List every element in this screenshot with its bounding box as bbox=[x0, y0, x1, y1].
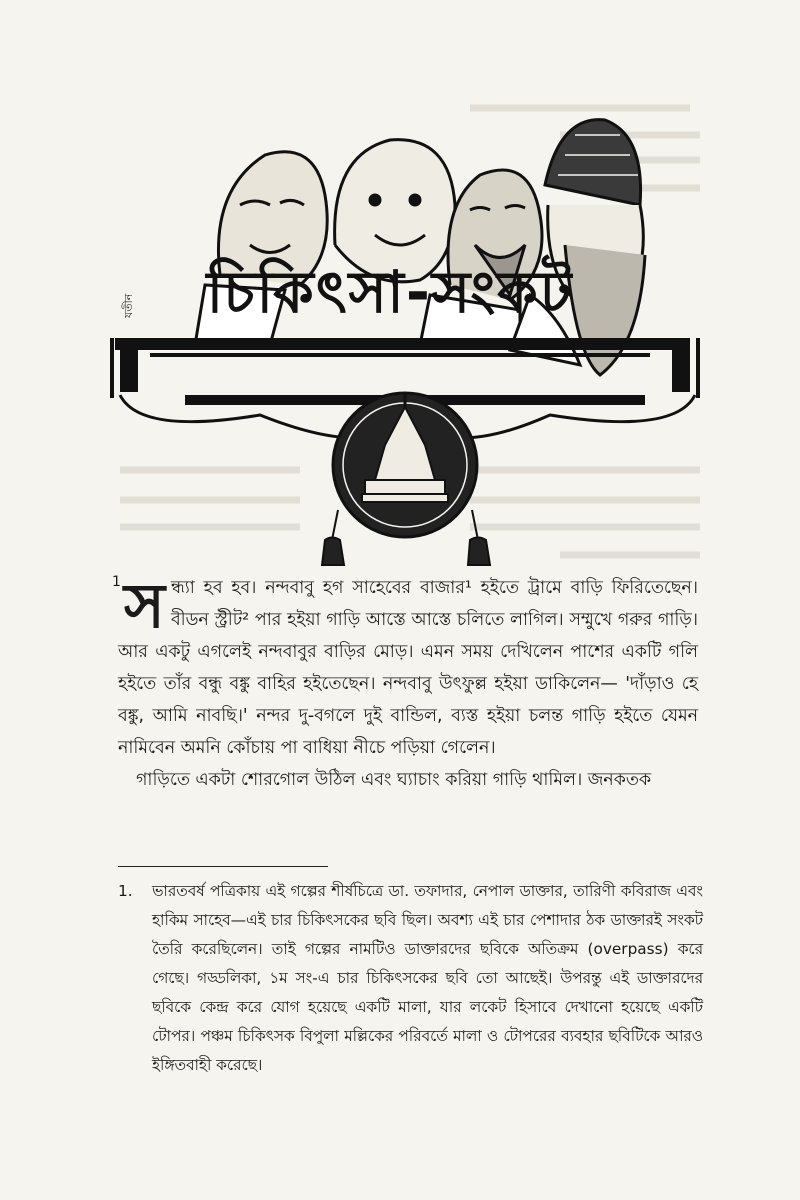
fn-line-1: ভারতবর্ষ পত্রিকায় এই গল্পের শীর্ষচিত্রে ডা. তফাদার, নেপাল ডাক্তার, তারিণী bbox=[152, 882, 616, 900]
story-text bbox=[118, 569, 699, 796]
line-7: নীচে পড়িয়া গেলেন। bbox=[353, 738, 496, 758]
line-4: দেখিলেন পাশের একটি গলি হইতে তাঁর বন্ধু বঙ্কু বাহির হইতেছেন। নন্দবাবু bbox=[118, 642, 699, 694]
fn-line-2: কবিরাজ এবং হাকিম সাহেব—এই চার চিকিৎসকের ছবি ছিল। অবশ্য এই চার bbox=[152, 882, 703, 929]
line-6: বান্ডিল, ব্যস্ত হইয়া চলন্ত গাড়ি হইতে যেমন নামিবেন অমনি কোঁচায় পা বাধিয়া bbox=[118, 706, 699, 758]
fn-line-6: মালা, যার লকেট হিসাবে দেখানো হয়েছে একটি টোপর। পঞ্চম চিকিৎসক বিপুলা bbox=[152, 998, 703, 1045]
story-title: চিকিৎসা-সংকট bbox=[206, 258, 574, 326]
drop-cap: স bbox=[124, 569, 165, 642]
line-5: উৎফুল্ল হইয়া ডাকিলেন— 'দাঁড়াও হে বঙ্কু, আমি নাবছি।' নন্দর দু-বগলে দুই bbox=[118, 674, 698, 726]
line-3: সম্মুখে গরুর গাড়ি। আর একটু এগলেই নন্দবাবুর বাড়ির মোড়। এমন সময় bbox=[118, 610, 698, 662]
footnote bbox=[118, 877, 703, 1080]
paragraph-2: গাড়িতে একটা শোরগোল উঠিল এবং ঘ্যাচাং করিয়া গাড়ি থামিল। জনকতক bbox=[136, 770, 652, 790]
line-1: ন্ধ্যা হব হব। নন্দবাবু হগ সাহেবের বাজার¹ হইতে ট্রামে বাড়ি bbox=[170, 578, 603, 598]
fn-line-3: পেশাদার ঠক ডাক্তারই সংকট তৈরি করেছিলেন। তাই গল্পের নামটিও ডাক্তারদের bbox=[152, 911, 703, 958]
line-2: ফিরিতেছেন। বীডন স্ট্রীট² পার হইয়া গাড়ি আস্তে আস্তে চলিতে লাগিল। bbox=[170, 578, 699, 630]
fn-line-5: ছবি তো আছেই। উপরন্তু এই ডাক্তারদের ছবিকে কেন্দ্র করে যোগ হয়েছে একটি bbox=[152, 969, 703, 1016]
footnote-rule bbox=[118, 866, 328, 867]
paragraph-1 bbox=[118, 569, 699, 764]
fn-line-7: মল্লিকের পরিবর্তে মালা ও টোপরের ব্যবহার ছবিটিকে আরও ইঙ্গিতবাহী করেছে। bbox=[152, 1027, 703, 1074]
fn-line-4: ছবিকে অতিক্রম (overpass) করে গেছে। গড্ডলিকা, ১ম সং-এ চার চিকিৎসকের bbox=[152, 940, 703, 987]
footnote-number: 1. bbox=[118, 882, 133, 900]
footnote-marker: 1 bbox=[112, 574, 121, 590]
footnote-text bbox=[152, 877, 703, 1080]
locket-pendant bbox=[333, 393, 477, 537]
artist-signature: যতীন bbox=[122, 293, 135, 318]
